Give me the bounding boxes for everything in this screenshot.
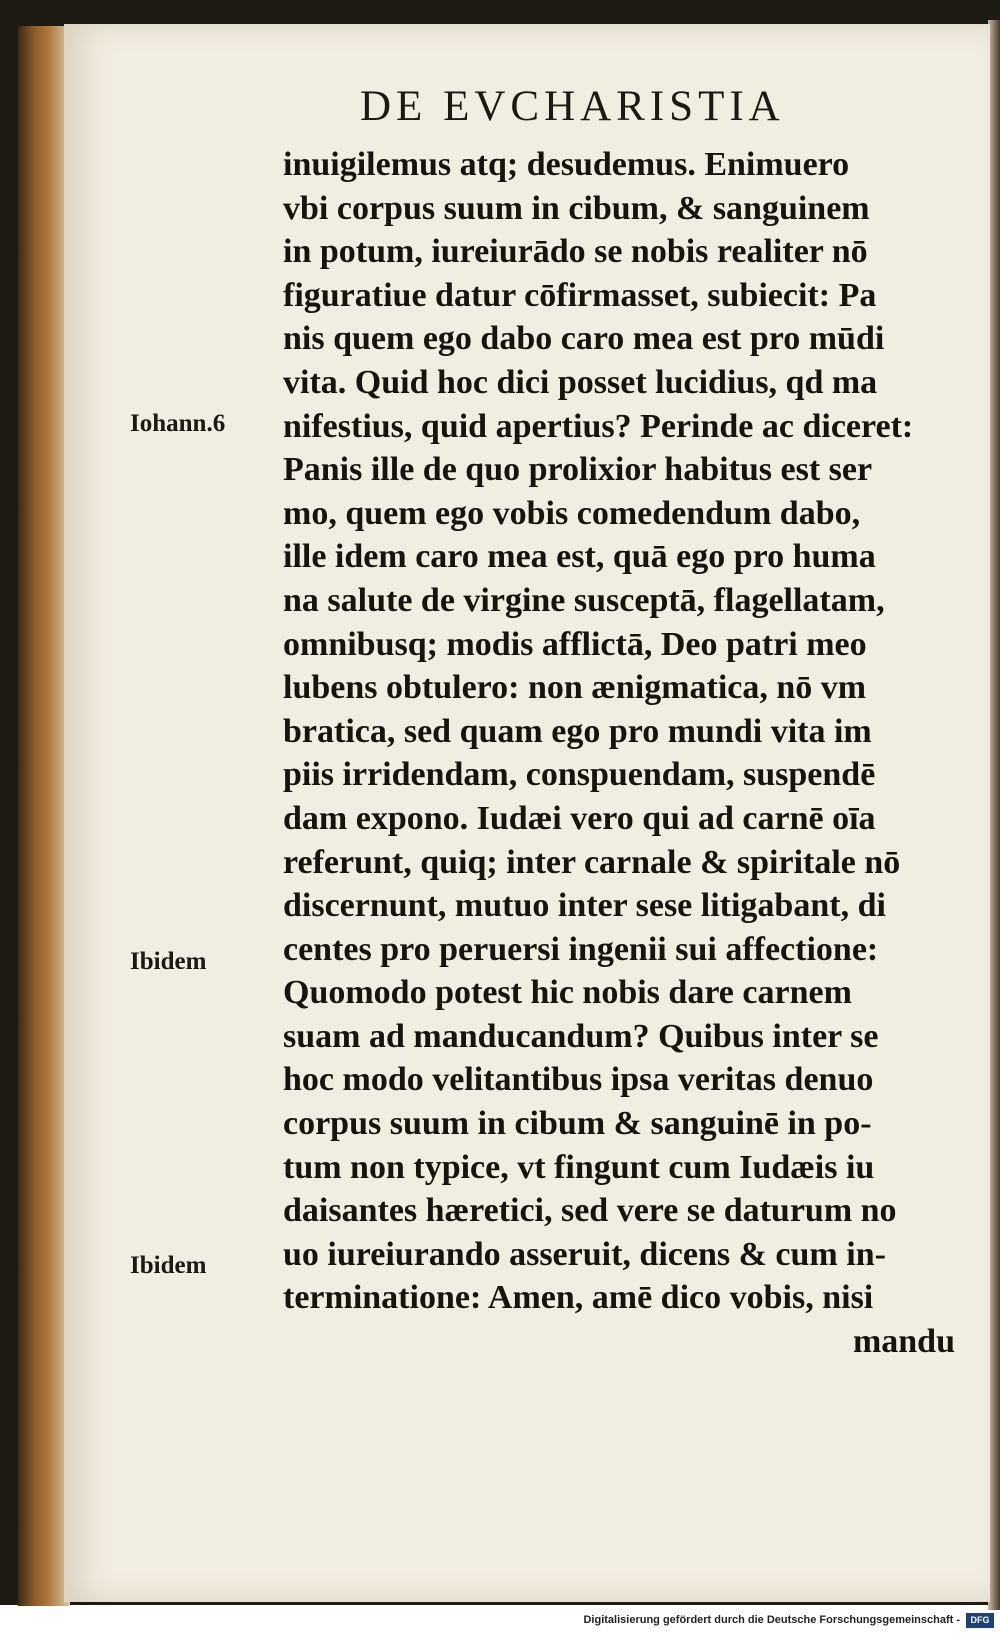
text-line: mo, quem ego vobis comedendum dabo, (283, 494, 861, 532)
text-line: figuratiue datur cōfirmasset, subiecit: Pa (283, 276, 877, 314)
text-line: daisantes hæretici, sed vere se daturum no (283, 1192, 897, 1230)
running-head: DE EVCHARISTIA (360, 83, 785, 130)
text-line: Quomodo potest hic nobis dare carnem (283, 974, 852, 1012)
text-line: piis irridendam, conspuendam, suspendē (283, 756, 876, 794)
text-line: uo iureiurando asseruit, dicens & cum in- (283, 1235, 886, 1273)
text-line: tum non typice, vt fingunt cum Iudæis iu (283, 1148, 875, 1186)
text-line: referunt, quiq; inter carnale & spiritale nō (283, 843, 901, 881)
text-line: in potum, iureiurādo se nobis realiter nō (283, 233, 868, 271)
text-line: omnibusq; modis afflictā, Deo patri meo (283, 625, 867, 663)
text-line: hoc modo velitantibus ipsa veritas denuo (283, 1061, 874, 1099)
marginal-note: Ibidem (130, 948, 207, 975)
text-line: ille idem caro mea est, quā ego pro huma (283, 538, 876, 576)
marginal-note: Ibidem (130, 1252, 207, 1279)
marginal-note: Iohann.6 (130, 410, 226, 437)
body-text (283, 143, 955, 1364)
text-line: inuigilemus atq; desudemus. Enimuero (283, 146, 850, 183)
text-line: discernunt, mutuo inter sese litigabant, di (283, 887, 886, 925)
text-line: vbi corpus suum in cibum, & sanguinem (283, 189, 870, 227)
text-line: vita. Quid hoc dici posset lucidius, qd ma (283, 363, 878, 401)
text-line: Panis ille de quo prolixior habitus est ser (283, 451, 873, 489)
text-line: corpus suum in cibum & sanguinē in po- (283, 1105, 872, 1143)
text-line: nis quem ego dabo caro mea est pro mūdi (283, 320, 885, 358)
text-line: centes pro peruersi ingenii sui affectione: (283, 930, 879, 968)
text-line: dam expono. Iudæi vero qui ad carnē oīa (283, 799, 876, 837)
text-line: suam ad manducandum? Quibus inter se (283, 1017, 879, 1055)
text-line: nifestius, quid apertius? Perinde ac diceret: (283, 407, 914, 445)
footer-credit: Digitalisierung gefördert durch die Deutsche Forschungsgemeinschaft - (583, 1614, 960, 1626)
text-line: lubens obtulero: non ænigmatica, nō vm (283, 669, 867, 707)
digitization-footer (0, 1610, 1000, 1633)
text-line: terminatione: Amen, amē dico vobis, nisi (283, 1279, 874, 1317)
text-line: bratica, sed quam ego pro mundi vita im (283, 712, 872, 750)
catchword: mandu (852, 1323, 955, 1361)
text-line: na salute de virgine susceptā, flagellatam, (283, 581, 885, 619)
dfg-logo-icon: DFG (966, 1613, 994, 1628)
book-fore-edge (18, 26, 70, 1606)
